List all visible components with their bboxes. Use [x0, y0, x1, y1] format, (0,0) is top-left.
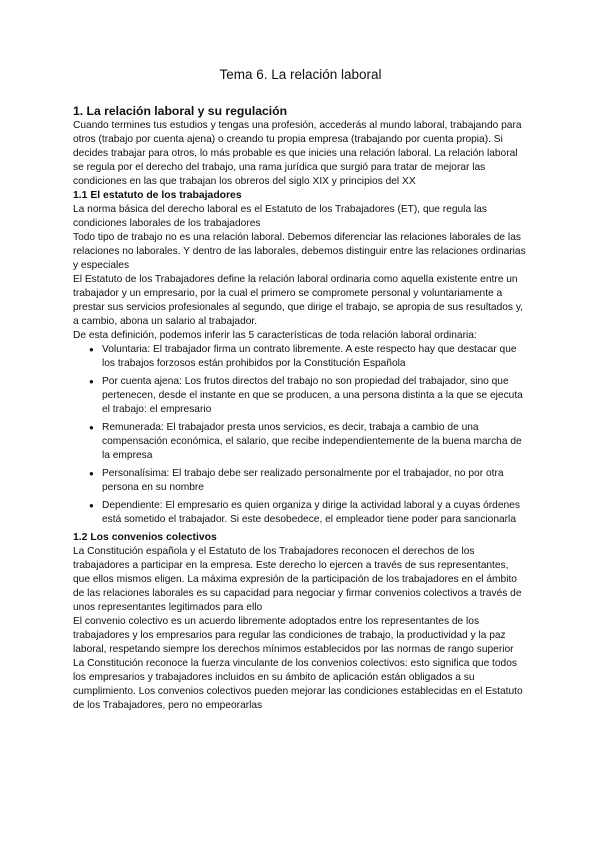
characteristics-list — [73, 343, 528, 527]
section-heading-1-2: 1.2 Los convenios colectivos — [73, 532, 217, 543]
section-1-1-paragraph-1: La norma básica del derecho laboral es el Estatuto de los Trabajadores (ET), que regula las condiciones laborales de los trabajadores — [73, 204, 487, 229]
section-1-paragraph: Cuando termines tus estudios y tengas una profesión, accederás al mundo laboral, trabajando para otros (trabajo por cuenta ajena) o creando tu propia empresa (trabajando por cuenta propia). Si decides trabajar para otros, lo más probable es que inicies una relación laboral. La relación laboral se regula por el derecho del trabajo, una rama jurídica que surgió para tratar de mejorar las condiciones en las que trabajan los obreros del siglo XIX y principios del XX — [73, 120, 522, 187]
section-1-2-paragraph-2: El convenio colectivo es un acuerdo libremente adoptados entre los representantes de los trabajadores y los empresarios para regular las condiciones de trabajo, la productividad y la paz laboral, respetando siempre los derechos mínimos establecidos por las normas de rango superior — [73, 616, 514, 655]
section-1-1-paragraph-3: El Estatuto de los Trabajadores define la relación laboral ordinaria como aquella existente entre un trabajador y un empresario, por la cual el primero se compromete personal y voluntariamente a prestar sus servicios profesionales al segundo, que dirige el trabajo, se apropia de sus resultados y, a cambio, abona un salario al trabajador. — [73, 274, 524, 327]
section-1-2-paragraph-1: La Constitución española y el Estatuto de los Trabajadores reconocen el derechos de los trabajadores a participar en la empresa. Este derecho lo ejercen a través de sus representantes, que ellos mismos eligen. La máxima expresión de la participación de los trabajadores en el ámbito de las relaciones laborales es su capacidad para negociar y firmar convenios colectivos a través de unos representantes legitimados para ello — [73, 546, 522, 613]
section-1-2-paragraph-3: La Constitución reconoce la fuerza vinculante de los convenios colectivos: esto significa que todos los empresarios y trabajadores incluidos en su ámbito de aplicación están obligados a su cumplimiento. Los convenios colectivos pueden mejorar las condiciones establecidas en el Estatuto de los Trabajadores, pero no empeorarlas — [73, 658, 523, 711]
section-heading-1-1: 1.1 El estatuto de los trabajadores — [73, 190, 242, 201]
section-1-1-paragraph-4: De esta definición, podemos inferir las 5 características de toda relación laboral ordinaria: — [73, 330, 477, 341]
list-item: ● Voluntaria: El trabajador firma un contrato libremente. A este respecto hay que destacar que los trabajos forzosos están prohibidos por la Constitución Española — [102, 343, 528, 371]
list-item: ● Por cuenta ajena: Los frutos directos del trabajo no son propiedad del trabajador, sino que pertenecen, desde el instante en que se producen, a una persona distinta a la que se ejecuta el trabajo: el empresario — [102, 375, 528, 417]
document-title: Tema 6. La relación laboral — [219, 67, 382, 82]
list-item: ● Personalísima: El trabajo debe ser realizado personalmente por el trabajador, no por otra persona en su nombre — [102, 467, 528, 495]
section-heading-1: 1. La relación laboral y su regulación — [73, 104, 288, 118]
section-1-1-paragraph-2: Todo tipo de trabajo no es una relación laboral. Debemos diferenciar las relaciones laborales de las relaciones no laborales. Y dentro de las laborales, debemos distinguir entre las relaciones ordinarias y especiales — [73, 232, 526, 271]
list-item: ● Dependiente: El empresario es quien organiza y dirige la actividad laboral y a cuyas órdenes está sometido el trabajador. Si este desobedece, el empleador tiene poder para sancionarla — [102, 499, 528, 527]
document-page — [73, 66, 528, 713]
list-item: ● Remunerada: El trabajador presta unos servicios, es decir, trabaja a cambio de una compensación económica, el salario, que recibe independientemente de la buena marcha de la empresa — [102, 421, 528, 463]
